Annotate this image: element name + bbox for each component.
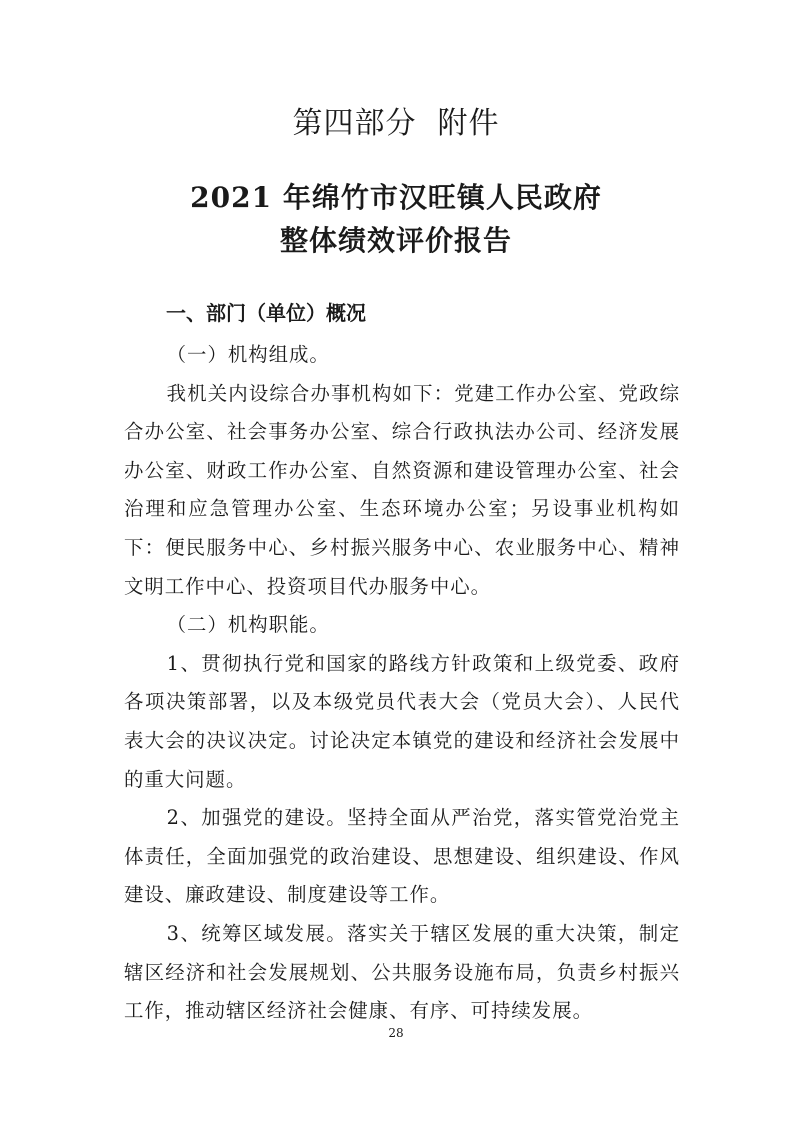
paragraph-structure: 我机关内设综合办事机构如下：党建工作办公室、党政综合办公室、社会事务办公室、综合行政执法办公司、经济发展办公室、财政工作办公室、自然资源和建设管理办公室、社会治理和应急管理办公室、生态环境办公室；另设事业机构如下：便民服务中心、乡村振兴服务中心、农业服务中心、精神文明工作中心、投资项目代办服务中心。 [124, 381, 680, 598]
function-item-2: 2、加强党的建设。坚持全面从严治党，落实管党治党主体责任，全面加强党的政治建设、思想建设、组织建设、作风建设、廉政建设、制度建设等工作。 [124, 806, 680, 907]
subsection-heading-2: （二）机构职能。 [166, 613, 330, 637]
section-heading: 一、部门（单位）概况 [166, 301, 366, 325]
function-item-3: 3、统筹区域发展。落实关于辖区发展的重大决策，制定辖区经济和社会发展规划、公共服务设施布局，负责乡村振兴工作，推动辖区经济社会健康、有序、可持续发展。 [124, 921, 680, 1023]
function-item-1: 1、贯彻执行党和国家的路线方针政策和上级党委、政府各项决策部署，以及本级党员代表大会（党员大会）、人民代表大会的决议决定。讨论决定本镇党的建设和经济社会发展中的重大问题。 [124, 651, 680, 791]
report-title-line1: 2021 年绵竹市汉旺镇人民政府 [190, 181, 602, 214]
part-title: 第四部分 附件 [292, 106, 500, 141]
page-number: 28 [388, 1026, 404, 1040]
body-text [124, 336, 680, 1031]
subsection-heading-1: （一）机构组成。 [166, 343, 330, 366]
report-title-line2: 整体绩效评价报告 [279, 224, 512, 257]
